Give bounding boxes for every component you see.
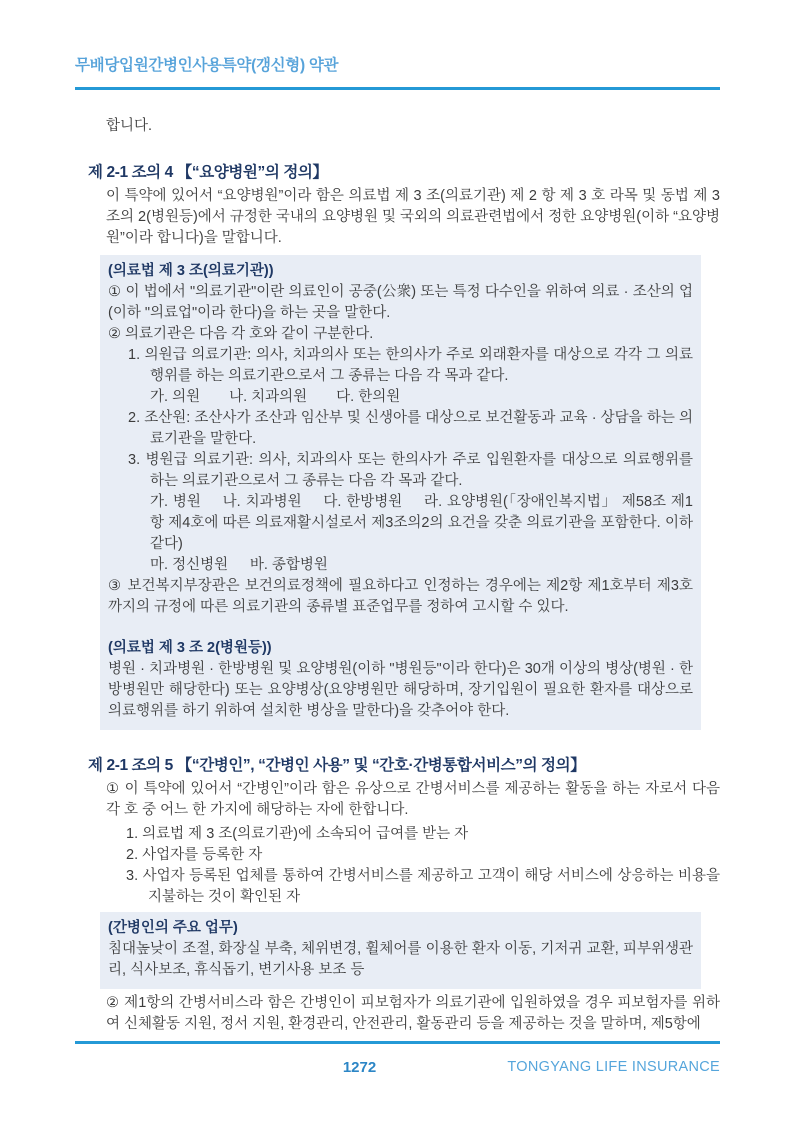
law-art3-item-1-sub: 가. 의원 나. 치과의원 다. 한의원	[150, 389, 401, 405]
footer-row	[75, 1057, 720, 1078]
page-number: 1272	[342, 1059, 377, 1076]
law-art3-item-1: 1. 의원급 의료기관: 의사, 치과의사 또는 한의사가 주로 외래환자를 대상으로 각각 그 의료행위를 하는 의료기관으로서 그 종류는 다음 각 목과 같다.	[128, 347, 693, 384]
law-reference-box	[100, 255, 701, 730]
law-art3-title: (의료법 제 3 조(의료기관))	[108, 263, 274, 279]
law-art3-clause-2: ② 의료기관은 다음 각 호와 같이 구분한다.	[108, 326, 374, 342]
article-5-heading: 제 2-1 조의 5 【“간병인”, “간병인 사용” 및 “간호·간병통합서비스”의 정의】	[88, 757, 586, 774]
law-art3-clause-3: ③ 보건복지부장관은 보건의료정책에 필요하다고 인정하는 경우에는 제2항 제1호부터 제3호까지의 규정에 따른 의료기관의 종류별 표준업무를 정하여 고시할 수 있다.	[108, 578, 693, 615]
article-5-item-2: 2. 사업자를 등록한 자	[126, 847, 263, 863]
law-art3-item-3-sub-1: 가. 병원 나. 치과병원 다. 한방병원 라. 요양병원(「장애인복지법」 제58조 제1항 제4호에 따른 의료재활시설로서 제3조의2의 요건을 갖춘 의료기관을 포함한다. 이하 같다)	[150, 494, 693, 552]
article-5-item-3: 3. 사업자 등록된 업체를 통하여 간병서비스를 제공하고 고객이 해당 서비스에 상응하는 비용을 지불하는 것이 확인된 자	[126, 868, 720, 905]
law-art3-item-3-sub-2: 마. 정신병원 바. 종합병원	[150, 557, 328, 573]
law-art3-item-2: 2. 조산원: 조산사가 조산과 임산부 및 신생아를 대상으로 보건활동과 교육 · 상담을 하는 의료기관을 말한다.	[128, 410, 693, 447]
article-5-item-list	[106, 824, 720, 908]
document-header	[75, 55, 720, 90]
caregiver-box-title: (간병인의 주요 업무)	[108, 920, 238, 936]
caregiver-box-body: 침대높낮이 조절, 화장실 부축, 체위변경, 휠체어를 이용한 환자 이동, 기저귀 교환, 피부위생관리, 식사보조, 휴식돕기, 변기사용 보조 등	[108, 941, 693, 978]
article-4-body: 이 특약에 있어서 “요양병원”이라 함은 의료법 제 3 조(의료기관) 제 2 항 제 3 호 라목 및 동법 제 3 조의 2(병원등)에서 규정한 국내의 요양병원 및 국외의 의료관련법에서 정한 요양병원(이하 “요양병원”이라 합니다)을 말합니다.	[106, 188, 720, 246]
caregiver-duties-box	[100, 912, 701, 989]
article-4-heading: 제 2-1 조의 4 【“요양병원”의 정의】	[88, 164, 328, 181]
document-title: 무배당입원간병인사용특약(갱신형) 약관	[75, 57, 339, 74]
article-5-clause-1: ① 이 특약에 있어서 “간병인”이라 함은 유상으로 간병서비스를 제공하는 활동을 하는 자로서 다음 각 호 중 어느 한 가지에 해당하는 자에 한합니다.	[106, 781, 720, 818]
footer-rule	[75, 1041, 720, 1044]
document-footer	[75, 1041, 720, 1078]
intro-text: 합니다.	[106, 118, 153, 134]
law-art3-item-3: 3. 병원급 의료기관: 의사, 치과의사 또는 한의사가 주로 입원환자를 대상으로 의료행위를 하는 의료기관으로서 그 종류는 다음 각 목과 같다.	[128, 452, 693, 489]
law-art3-2-body: 병원 · 치과병원 · 한방병원 및 요양병원(이하 "병원등"이라 한다)은 30개 이상의 병상(병원 · 한방병원만 해당한다) 또는 요양병상(요양병원만 해당하며, 장기입원이 필요한 환자를 대상으로 의료행위를 하기 위하여 설치한 병상을 말한다)을 갖추어야 한다.	[108, 661, 693, 719]
article-5-item-1: 1. 의료법 제 3 조(의료기관)에 소속되어 급여를 받는 자	[126, 826, 469, 842]
law-art3-clause-1: ① 이 법에서 "의료기관"이란 의료인이 공중(公衆) 또는 특정 다수인을 위하여 의료 · 조산의 업(이하 "의료업"이라 한다)을 하는 곳을 말한다.	[108, 284, 693, 321]
header-rule	[75, 87, 720, 90]
law-section-art3	[108, 261, 693, 618]
law-art3-2-title: (의료법 제 3 조 2(병원등))	[108, 640, 272, 656]
article-5-clause-2: ② 제1항의 간병서비스라 함은 간병인이 피보험자가 의료기관에 입원하였을 경우 피보험자를 위하여 신체활동 지원, 정서 지원, 환경관리, 안전관리, 활동관리 등을 제공하는 것을 말하며, 제5항에	[106, 995, 720, 1032]
law-section-art3-2	[108, 638, 693, 722]
company-name: TONGYANG LIFE INSURANCE	[507, 1059, 720, 1075]
